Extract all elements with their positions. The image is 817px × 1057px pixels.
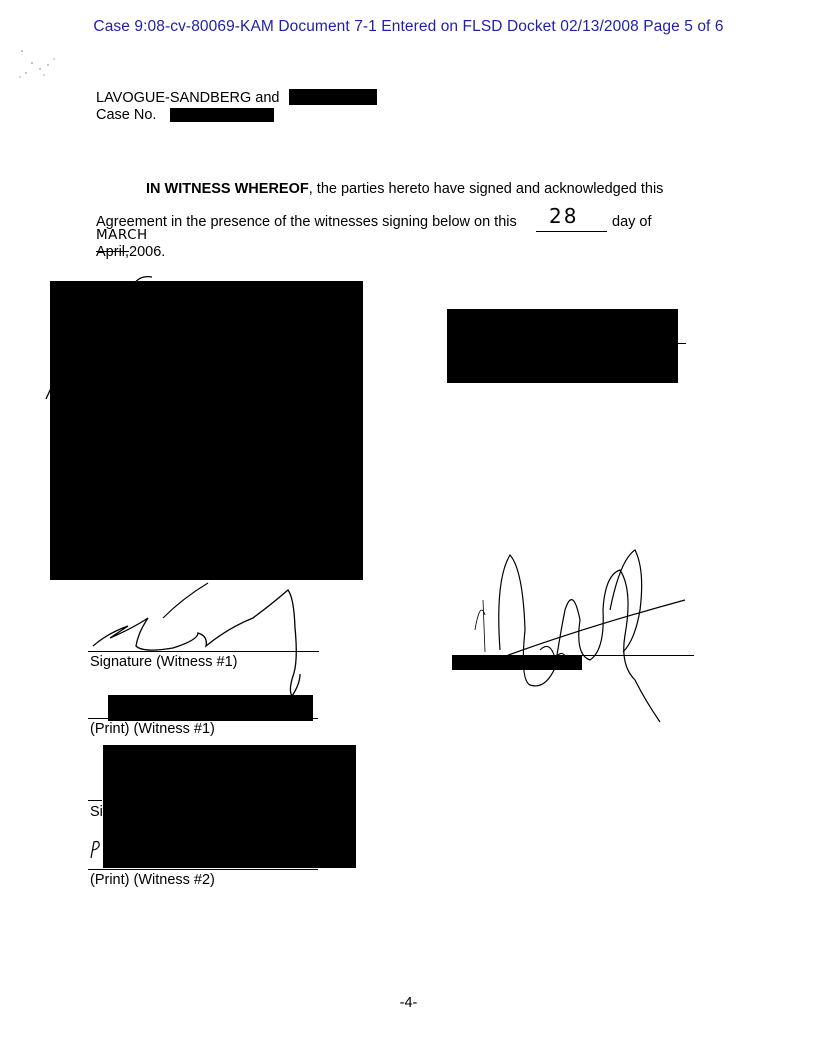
year-text: 2006. <box>129 244 166 260</box>
page-number: -4- <box>399 995 418 1011</box>
redacted-party-printed-name <box>452 656 582 670</box>
signature-scribble-icon <box>88 578 328 700</box>
day-of-label: day of <box>612 214 652 230</box>
witness-whereof-bold: IN WITNESS WHEREOF <box>146 181 309 197</box>
docket-header: Case 9:08-cv-80069-KAM Document 7-1 Entered on FLSD Docket 02/13/2008 Page 5 of 6 <box>93 18 724 35</box>
witness2-print-label: (Print) (Witness #2) <box>90 872 215 888</box>
witness2-signature-label-partial: Si <box>90 804 103 820</box>
witness-whereof-line <box>146 181 663 197</box>
witness1-print-label: (Print) (Witness #1) <box>90 721 215 737</box>
pen-stroke-icon <box>44 385 54 401</box>
case-number-label: Case No. <box>96 107 157 123</box>
struck-month: April, <box>96 244 130 260</box>
agreement-line: Agreement in the presence of the witnesses signing below on this <box>96 214 517 230</box>
signature-fragment-top <box>130 272 160 284</box>
date-line <box>96 244 165 260</box>
witness1-handwritten-signature <box>88 578 328 700</box>
party-handwritten-signature <box>455 540 695 725</box>
scan-specks <box>18 45 78 105</box>
redacted-witness2-block <box>103 745 356 868</box>
handwritten-month: MARCH <box>96 227 148 243</box>
witness1-signature-line <box>88 651 319 652</box>
witness2-print-line <box>88 869 318 870</box>
witness1-signature-label: Signature (Witness #1) <box>90 654 238 670</box>
witness2-signature-line-stub <box>88 800 102 801</box>
signature-line-stub <box>678 343 686 344</box>
party-line: LAVOGUE-SANDBERG and <box>96 90 280 106</box>
signature-scribble-icon <box>455 540 695 725</box>
day-blank-line <box>536 231 607 232</box>
pen-stroke-icon <box>130 273 160 285</box>
redacted-party-name <box>289 89 377 105</box>
witness1-print-line <box>88 718 318 719</box>
witness2-signature-fragment <box>88 838 104 860</box>
signature-fragment-left <box>44 385 54 401</box>
scan-specks-icon <box>18 45 78 105</box>
witness-whereof-rest: , the parties hereto have signed and acknowledged this <box>308 181 664 197</box>
pen-stroke-icon <box>88 838 104 860</box>
redacted-case-number <box>170 108 274 122</box>
redacted-signature-block-left <box>50 281 363 580</box>
handwritten-day: 28 <box>549 204 579 228</box>
redacted-party-signature-right <box>447 309 678 383</box>
